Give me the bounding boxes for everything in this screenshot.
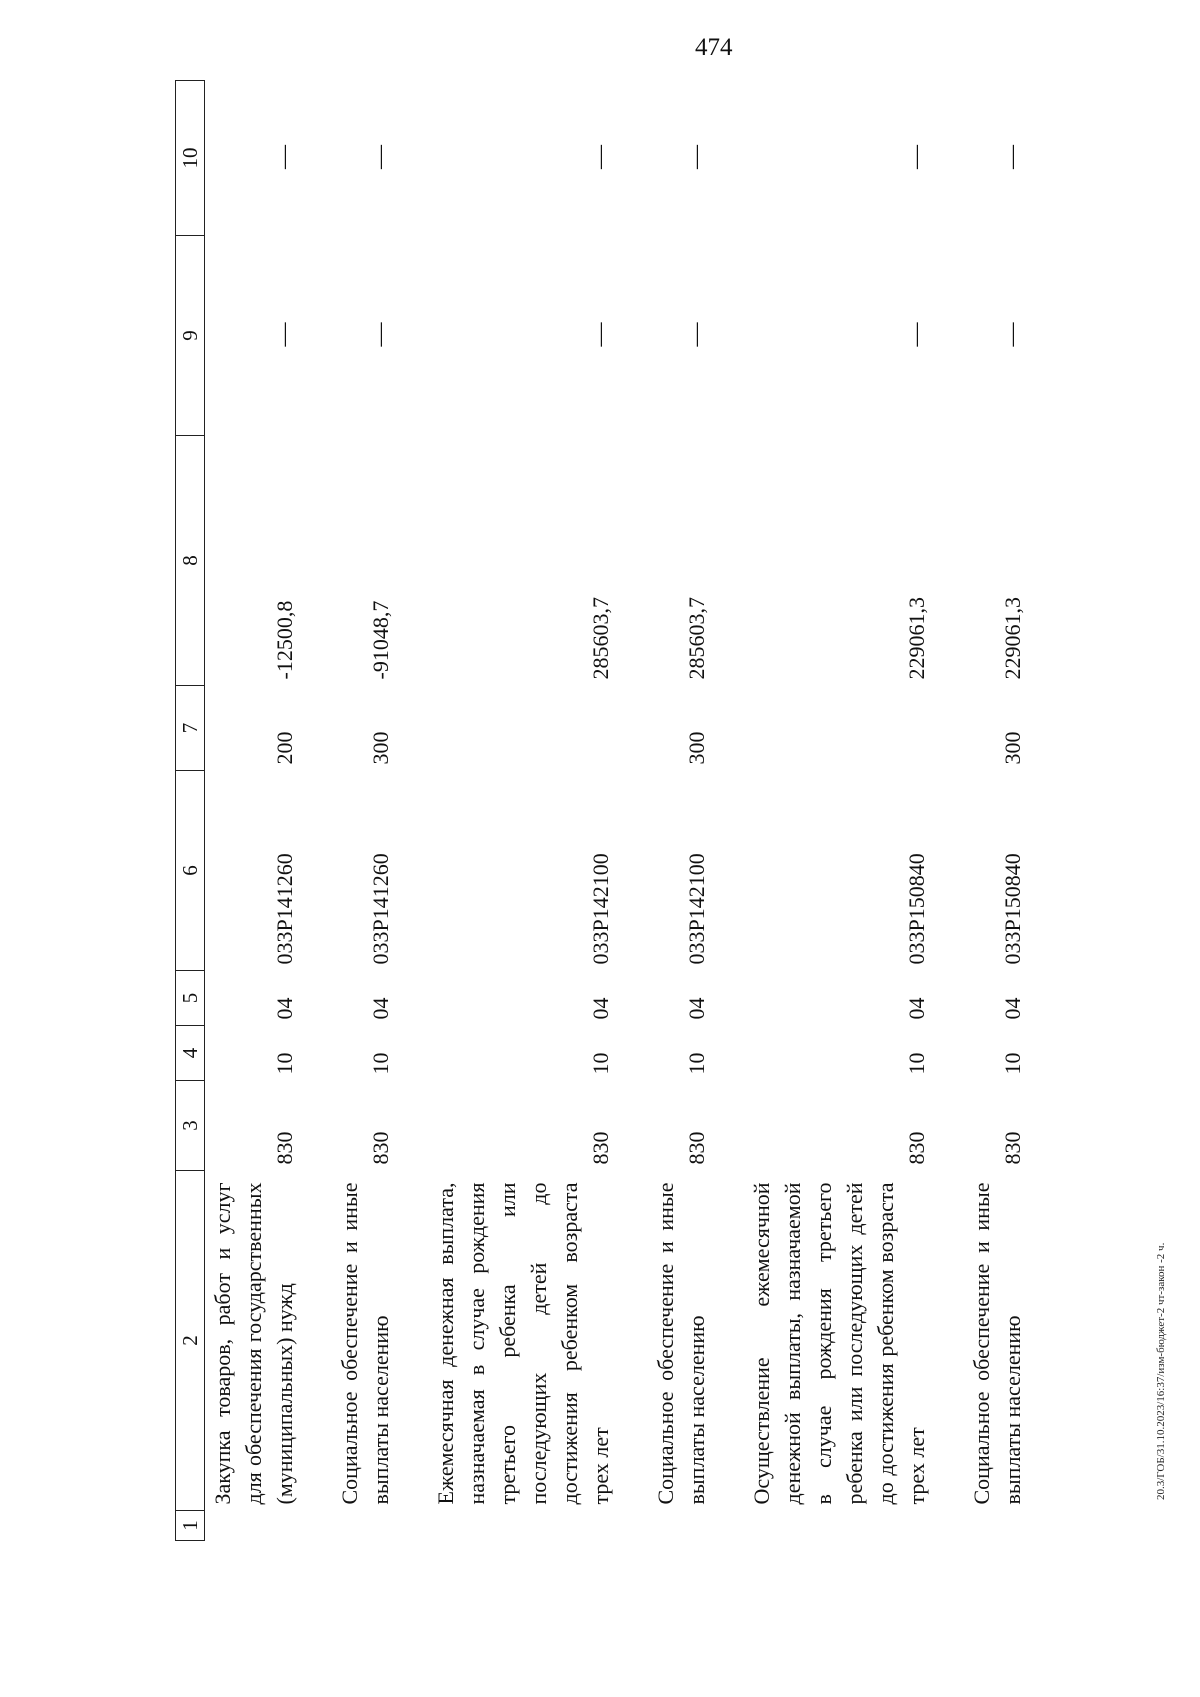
row-description: Социальное обеспечение и иные выплаты населению bbox=[653, 1182, 709, 1505]
row-subsection: 04 bbox=[588, 997, 613, 1020]
table-row bbox=[334, 81, 396, 1541]
table-row bbox=[966, 81, 1028, 1541]
row-description: Осуществление ежемесячной денежной выплаты, назначаемой в случае рождения третьего ребенка или последующих детей до достижения ребенком возраста трех лет bbox=[749, 1182, 929, 1505]
row-description: Социальное обеспечение и иные выплаты населению bbox=[969, 1182, 1025, 1505]
page-number: 474 bbox=[695, 34, 733, 61]
row-target-article: 033P142100 bbox=[588, 853, 613, 965]
row-section: 10 bbox=[272, 1052, 297, 1075]
row-expense-type: 300 bbox=[1000, 731, 1025, 765]
row-section: 10 bbox=[904, 1052, 929, 1075]
row-expense-type: 300 bbox=[368, 731, 393, 765]
row-expense-type bbox=[430, 686, 616, 771]
row-c9: — bbox=[271, 322, 297, 347]
row-section: 10 bbox=[368, 1052, 393, 1075]
column-header-5: 5 bbox=[176, 971, 205, 1026]
row-section: 10 bbox=[1000, 1052, 1025, 1075]
row-c10: — bbox=[999, 145, 1025, 169]
row-amount: -12500,8 bbox=[272, 600, 297, 680]
row-code-c3: 830 bbox=[272, 1131, 297, 1165]
column-header-2: 2 bbox=[176, 1171, 205, 1511]
row-c9: — bbox=[999, 322, 1025, 347]
row-section: 10 bbox=[588, 1052, 613, 1075]
budget-table-rotated bbox=[175, 81, 1055, 1541]
row-amount: -91048,7 bbox=[368, 600, 393, 680]
column-header-3: 3 bbox=[176, 1081, 205, 1171]
row-expense-type: 200 bbox=[272, 731, 297, 765]
row-target-article: 033P150840 bbox=[904, 853, 929, 965]
table-row bbox=[650, 81, 712, 1541]
row-c10: — bbox=[683, 145, 709, 169]
table-row bbox=[205, 81, 301, 1541]
row-expense-type bbox=[746, 686, 932, 771]
column-header-8: 8 bbox=[176, 436, 205, 686]
row-subsection: 04 bbox=[272, 997, 297, 1020]
document-footer-code: 20.3/ГОБ/31.10.2023/16:37/изм-бюджет-2 чт-закон -2 ч. bbox=[1155, 1242, 1167, 1500]
row-c9: — bbox=[903, 322, 929, 347]
row-section: 10 bbox=[684, 1052, 709, 1075]
row-description: Ежемесячная денежная выплата, назначаемая в случае рождения третьего ребенка или последующих детей до достижения ребенком возраста трех лет bbox=[433, 1182, 613, 1505]
row-c10: — bbox=[587, 145, 613, 169]
row-c9: — bbox=[587, 322, 613, 347]
row-amount: 229061,3 bbox=[1000, 597, 1025, 680]
row-code-c3: 830 bbox=[1000, 1131, 1025, 1165]
column-header-6: 6 bbox=[176, 771, 205, 971]
row-target-article: 033P141260 bbox=[272, 853, 297, 965]
column-header-10: 10 bbox=[176, 81, 205, 236]
table-row bbox=[746, 81, 932, 1541]
row-subsection: 04 bbox=[1000, 997, 1025, 1020]
table-header-row bbox=[176, 81, 205, 1541]
row-c10: — bbox=[903, 145, 929, 169]
row-amount: 229061,3 bbox=[904, 597, 929, 680]
row-target-article: 033P150840 bbox=[1000, 853, 1025, 965]
row-c9: — bbox=[367, 322, 393, 347]
column-header-4: 4 bbox=[176, 1026, 205, 1081]
row-target-article: 033P141260 bbox=[368, 853, 393, 965]
row-target-article: 033P142100 bbox=[684, 853, 709, 965]
row-subsection: 04 bbox=[684, 997, 709, 1020]
row-expense-type: 300 bbox=[684, 731, 709, 765]
row-description: Социальное обеспечение и иные выплаты населению bbox=[337, 1182, 393, 1505]
row-amount: 285603,7 bbox=[588, 597, 613, 680]
row-code-c3: 830 bbox=[684, 1131, 709, 1165]
row-code-c3: 830 bbox=[368, 1131, 393, 1165]
column-header-7: 7 bbox=[176, 686, 205, 771]
row-subsection: 04 bbox=[368, 997, 393, 1020]
row-amount: 285603,7 bbox=[684, 597, 709, 680]
row-c10: — bbox=[271, 145, 297, 169]
row-code-c3: 830 bbox=[588, 1131, 613, 1165]
row-code-c3: 830 bbox=[904, 1131, 929, 1165]
column-header-1: 1 bbox=[176, 1511, 205, 1541]
budget-table bbox=[175, 80, 1028, 1541]
row-c10: — bbox=[367, 145, 393, 169]
row-c9: — bbox=[683, 322, 709, 347]
table-row bbox=[430, 81, 616, 1541]
column-header-9: 9 bbox=[176, 236, 205, 436]
row-subsection: 04 bbox=[904, 997, 929, 1020]
row-description: Закупка товаров, работ и услуг для обеспечения государственных (муниципальных) нужд bbox=[210, 1182, 297, 1505]
